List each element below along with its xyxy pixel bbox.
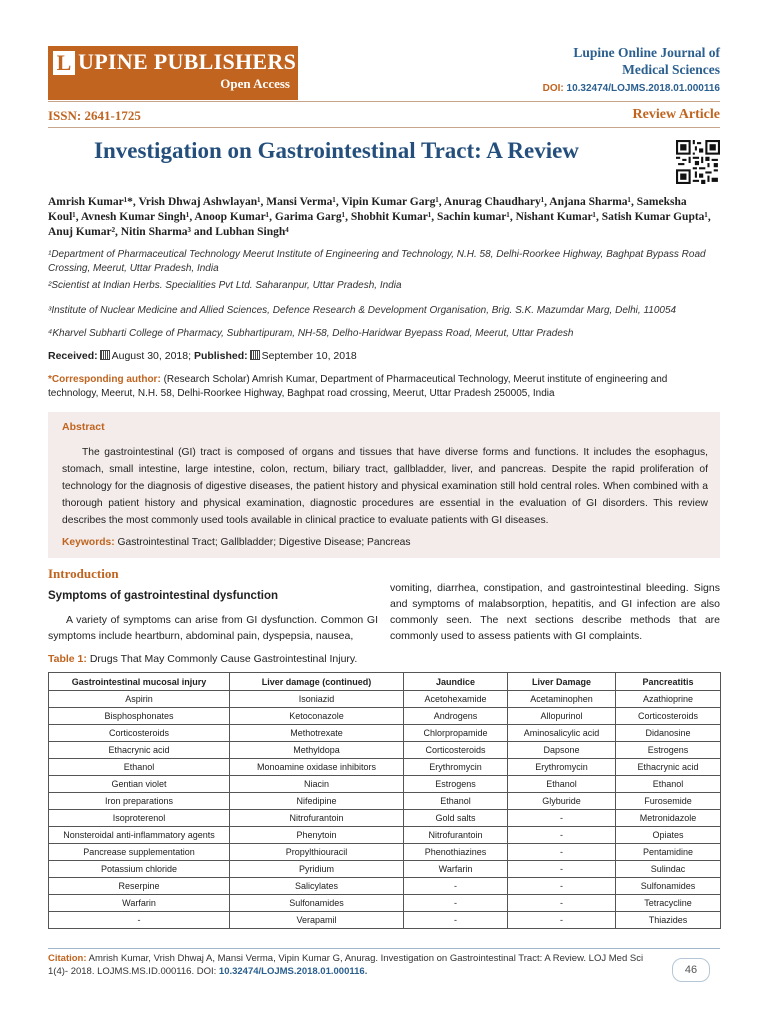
table-cell: Niacin (230, 776, 404, 793)
table-cell: - (49, 912, 230, 929)
journal-name (573, 44, 720, 78)
body-column-right: vomiting, diarrhea, constipation, and gastrointestinal bleeding. Signs and symptoms of malabsorption, hepatitis, and GI infection are also commonly seen. The next sections describe methods that are commonly used to assess patients with GI complaints. (390, 582, 720, 642)
table-cell: Metronidazole (616, 810, 721, 827)
table-cell: Thiazides (616, 912, 721, 929)
table-cell: Furosemide (616, 793, 721, 810)
header-doi (543, 83, 720, 94)
table-cell: Estrogens (404, 776, 508, 793)
journal-line-1: Lupine Online Journal of (573, 45, 720, 60)
corresponding-label: *Corresponding author: (48, 374, 161, 385)
table-cell: Verapamil (230, 912, 404, 929)
table-cell: Erythromycin (404, 759, 508, 776)
drug-table (48, 672, 721, 929)
table-caption-label: Table 1: (48, 653, 87, 665)
table-cell: Estrogens (616, 742, 721, 759)
table-header-cell: Gastrointestinal mucosal injury (49, 673, 230, 691)
table-cell: Ethanol (49, 759, 230, 776)
logo-open-access: Open Access (220, 76, 290, 91)
table-cell: Androgens (404, 708, 508, 725)
table-cell: Opiates (616, 827, 721, 844)
table-cell: Dapsone (508, 742, 616, 759)
publication-dates (48, 350, 357, 362)
table-header-cell: Liver Damage (508, 673, 616, 691)
table-cell: Methyldopa (230, 742, 404, 759)
subsection-heading: Symptoms of gastrointestinal dysfunction (48, 590, 279, 602)
table-cell: Salicylates (230, 878, 404, 895)
table-cell: Nifedipine (230, 793, 404, 810)
header-divider (48, 101, 720, 102)
table-cell: Acetohexamide (404, 691, 508, 708)
table-row (49, 810, 721, 827)
corresponding-text: (Research Scholar) Amrish Kumar, Department of Pharmaceutical Technology, Meerut institute of engineering and technology, Meerut, N.H. 58, Delhi-Roorkee Highway, Baghpat road crossing, Meerut, Uttar Pradesh 250005, India (48, 374, 668, 399)
table-row (49, 793, 721, 810)
table-cell: - (404, 912, 508, 929)
qr-code-icon (676, 140, 720, 184)
table-header-cell: Jaundice (404, 673, 508, 691)
table-row (49, 827, 721, 844)
table-cell: Nonsteroidal anti-inflammatory agents (49, 827, 230, 844)
table-cell: Nitrofurantoin (404, 827, 508, 844)
table-cell: Gentian violet (49, 776, 230, 793)
table-cell: Aspirin (49, 691, 230, 708)
article-title: Investigation on Gastrointestinal Tract: A Review (94, 138, 579, 163)
publisher-logo (48, 46, 298, 100)
table-row (49, 742, 721, 759)
published-date: September 10, 2018 (261, 350, 357, 362)
table-cell: Ethanol (616, 776, 721, 793)
table-cell: Allopurinol (508, 708, 616, 725)
table-cell: - (508, 827, 616, 844)
table-cell: - (508, 912, 616, 929)
table-cell: Ethanol (404, 793, 508, 810)
logo-letter: L (53, 51, 75, 75)
table-cell: Pentamidine (616, 844, 721, 861)
table-cell: Sulfonamides (616, 878, 721, 895)
published-label: Published: (193, 350, 248, 362)
table-cell: Monoamine oxidase inhibitors (230, 759, 404, 776)
abstract-text: The gastrointestinal (GI) tract is composed of organs and tissues that have diverse forms and functions. It includes the esophagus, stomach, small intestine, large intestine, colon, rectum, biliary tract, gallbladder, liver, and pancreas. Despite the rapid proliferation of technology for the diagnosis of digestive diseases, the patient history and physical examination still hold central roles. When combined with a thorough patient history and physical examination, diagnostic procedures are essential in the evaluation of GI disorders. This review describes the most commonly used tools available in clinical practice to evaluate patients with GI diseases. (62, 447, 708, 526)
citation-label: Citation: (48, 953, 87, 964)
citation-doi-link[interactable]: 10.32474/LOJMS.2018.01.000116. (218, 966, 368, 977)
table-cell: Propylthiouracil (230, 844, 404, 861)
table-cell: - (508, 895, 616, 912)
table-header-cell: Liver damage (continued) (230, 673, 404, 691)
affiliation-3: ³Institute of Nuclear Medicine and Allied Sciences, Defence Research & Development Organisation, Brig. S.K. Mazumdar Marg, Delhi, 110054 (48, 305, 677, 316)
doi-link[interactable]: 10.32474/LOJMS.2018.01.000116 (566, 83, 720, 94)
table-row (49, 878, 721, 895)
table-cell: Nitrofurantoin (230, 810, 404, 827)
table-cell: Reserpine (49, 878, 230, 895)
received-label: Received: (48, 350, 98, 362)
table-cell: - (508, 878, 616, 895)
table-cell: Sulfonamides (230, 895, 404, 912)
keywords (62, 537, 411, 548)
page-number: 46 (672, 958, 710, 982)
table-cell: Isoproterenol (49, 810, 230, 827)
article-type: Review Article (632, 107, 720, 122)
table-cell: Methotrexate (230, 725, 404, 742)
issn: ISSN: 2641-1725 (48, 108, 141, 123)
keywords-text: Gastrointestinal Tract; Gallbladder; Digestive Disease; Pancreas (117, 537, 411, 548)
body-column-left: A variety of symptoms can arise from GI dysfunction. Common GI symptoms include heartburn, abdominal pain, dyspepsia, nausea, (48, 614, 378, 642)
table-cell: Azathioprine (616, 691, 721, 708)
table-cell: Gold salts (404, 810, 508, 827)
table-cell: Iron preparations (49, 793, 230, 810)
table-row (49, 725, 721, 742)
table-cell: Ethanol (508, 776, 616, 793)
citation-text: Amrish Kumar, Vrish Dhwaj A, Mansi Verma, Vipin Kumar G, Anurag. Investigation on Gastrointestinal Tract: A Review. LOJ Med Sci 1(4)- 2018. LOJMS.MS.ID.000116. DOI: (48, 953, 644, 977)
table-cell: - (508, 844, 616, 861)
table-header-row (49, 673, 721, 691)
table-cell: Warfarin (404, 861, 508, 878)
table-cell: Aminosalicylic acid (508, 725, 616, 742)
table-cell: Ketoconazole (230, 708, 404, 725)
subheader-divider (48, 127, 720, 128)
section-heading: Introduction (48, 566, 119, 581)
table-cell: - (404, 895, 508, 912)
affiliation-2: ²Scientist at Indian Herbs. Specialities Pvt Ltd. Saharanpur, Uttar Pradesh, India (48, 280, 402, 291)
corresponding-author (48, 373, 720, 401)
table-cell: Phenothiazines (404, 844, 508, 861)
table-cell: Ethacrynic acid (616, 759, 721, 776)
table-row (49, 844, 721, 861)
abstract-box (48, 412, 720, 558)
table-cell: Didanosine (616, 725, 721, 742)
table-cell: Acetaminophen (508, 691, 616, 708)
table-cell: Sulindac (616, 861, 721, 878)
affiliation-4: ⁴Kharvel Subharti College of Pharmacy, Subhartipuram, NH-58, Delho-Haridwar Byepass Road, Meerut, Uttar Pradesh (48, 328, 574, 339)
table-cell: Corticosteroids (616, 708, 721, 725)
table-row (49, 912, 721, 929)
keywords-label: Keywords: (62, 537, 115, 548)
received-date: August 30, 2018; (111, 350, 192, 362)
affiliation-1: ¹Department of Pharmaceutical Technology Meerut Institute of Engineering and Technology, N.H. 58, Delhi-Roorkee Highway, Baghpat Bypass Road Crossing, Meerut, Uttar Pradesh, India (48, 249, 706, 274)
table-cell: Pyridium (230, 861, 404, 878)
abstract-heading: Abstract (62, 421, 105, 433)
table-cell: - (508, 810, 616, 827)
table-cell: Tetracycline (616, 895, 721, 912)
table-caption (48, 653, 357, 665)
logo-name: UPINE PUBLISHERS (78, 49, 297, 74)
footer-divider (48, 948, 720, 949)
table-cell: Corticosteroids (404, 742, 508, 759)
calendar-icon (250, 350, 260, 360)
table-cell: Erythromycin (508, 759, 616, 776)
citation (48, 952, 658, 978)
table-cell: Potassium chloride (49, 861, 230, 878)
table-row (49, 759, 721, 776)
table-cell: Phenytoin (230, 827, 404, 844)
doi-label: DOI: (542, 83, 564, 94)
table-cell: Corticosteroids (49, 725, 230, 742)
table-row (49, 776, 721, 793)
table-cell: Glyburide (508, 793, 616, 810)
author-list: Amrish Kumar¹*, Vrish Dhwaj Ashwlayan¹, Mansi Verma¹, Vipin Kumar Garg¹, Anurag Chaudhary¹, Anjana Sharma¹, Sameksha Koul¹, Avnesh Kumar Singh¹, Anoop Kumar¹, Garima Garg¹, Shobhit Kumar¹, Sachin kumar¹, Nishant Kumar¹, Satish Kumar Gupta¹, Anuj Kumar², Nitin Sharma³ and Lubhan Singh⁴ (48, 196, 711, 238)
calendar-icon (100, 350, 110, 360)
table-cell: Ethacrynic acid (49, 742, 230, 759)
table-row (49, 708, 721, 725)
table-cell: Pancrease supplementation (49, 844, 230, 861)
table-row (49, 861, 721, 878)
journal-line-2: Medical Sciences (622, 62, 720, 77)
table-cell: Isoniazid (230, 691, 404, 708)
table-caption-text: Drugs That May Commonly Cause Gastrointestinal Injury. (89, 653, 358, 665)
table-row (49, 691, 721, 708)
table-cell: Chlorpropamide (404, 725, 508, 742)
table-cell: Warfarin (49, 895, 230, 912)
table-cell: Bisphosphonates (49, 708, 230, 725)
table-cell: - (404, 878, 508, 895)
table-row (49, 895, 721, 912)
table-header-cell: Pancreatitis (616, 673, 721, 691)
table-cell: - (508, 861, 616, 878)
